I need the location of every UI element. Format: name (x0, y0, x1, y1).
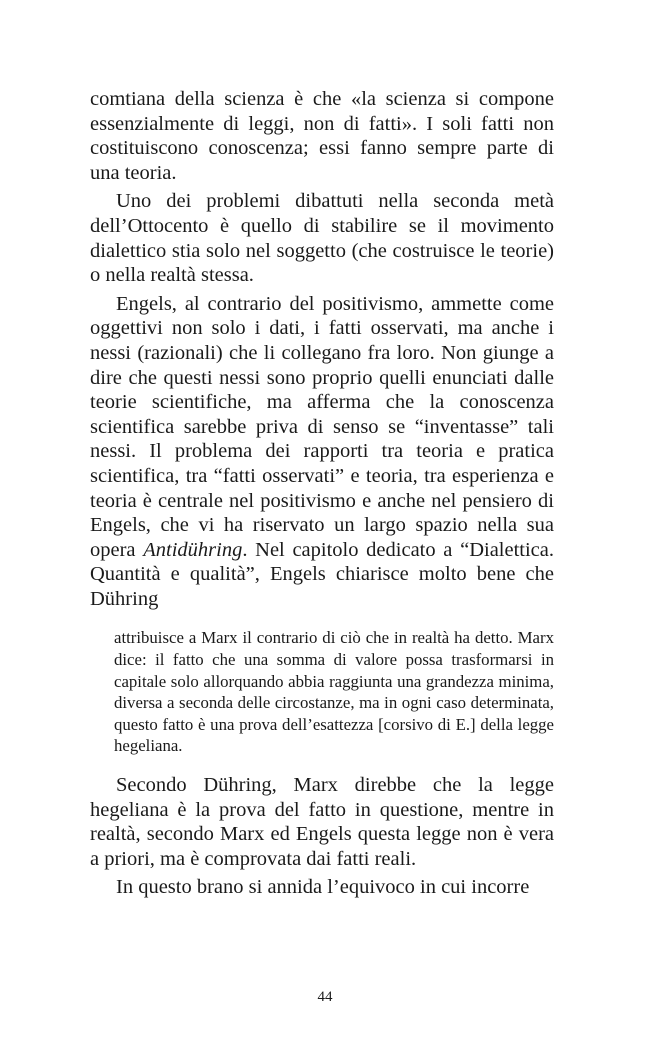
book-title-italic: Antidühring (143, 538, 243, 561)
paragraph: Secondo Dühring, Marx direbbe che la legge hegeliana è la prova del fatto in questione, mentre in realtà, secondo Marx ed Engels questa legge non è vera a priori, ma è comprovata dai fatti reali. (90, 774, 554, 870)
paragraph (90, 292, 554, 612)
paragraph-text: . Nel capitolo dedicato a “Dialettica. Quantità e qualità”, Engels chiarisce molto bene che Dühring (90, 538, 555, 610)
paragraph-text: Engels, al contrario del positivismo, ammette come oggettivi non solo i dati, i fatti osservati, ma anche i nessi (razionali) che li collegano fra loro. Non giunge a dire che questi nessi sono proprio quelli enunciati dalle teorie scientifiche, ma afferma che la conoscenza scientifica sarebbe priva di senso se “inventasse” tali nessi. Il problema dei rapporti tra teoria e pratica scientifica, tra “fatti osservati” e teoria, tra esperienza e teoria è centrale nel positivismo e anche nel pensiero di Engels, che vi ha riservato un largo spazio nella sua opera (90, 292, 554, 561)
paragraph: Uno dei problemi dibattuti nella seconda metà dell’Ottocento è quello di stabilire se il movimento dialettico stia solo nel soggetto (che costruisce le teorie) o nella realtà stessa. (90, 190, 554, 287)
paragraph: In questo brano si annida l’equivoco in cui incorre (116, 876, 530, 899)
paragraph: comtiana della scienza è che «la scienza si compone essenzialmente di leggi, non di fatti». I soli fatti non costituiscono conoscenza; essi fanno sempre parte di una teoria. (90, 88, 554, 184)
block-quote: attribuisce a Marx il contrario di ciò che in realtà ha detto. Marx dice: il fatto che una somma di valore possa trasformarsi in capitale solo allorquando abbia raggiunta una grandezza minima, diversa a seconda delle circostanze, ma in ogni caso determinata, questo fatto è una prova dell’esattezza [corsivo di E.] della legge hegeliana. (114, 628, 554, 756)
page-number: 44 (317, 989, 333, 1005)
body-text (90, 87, 554, 900)
